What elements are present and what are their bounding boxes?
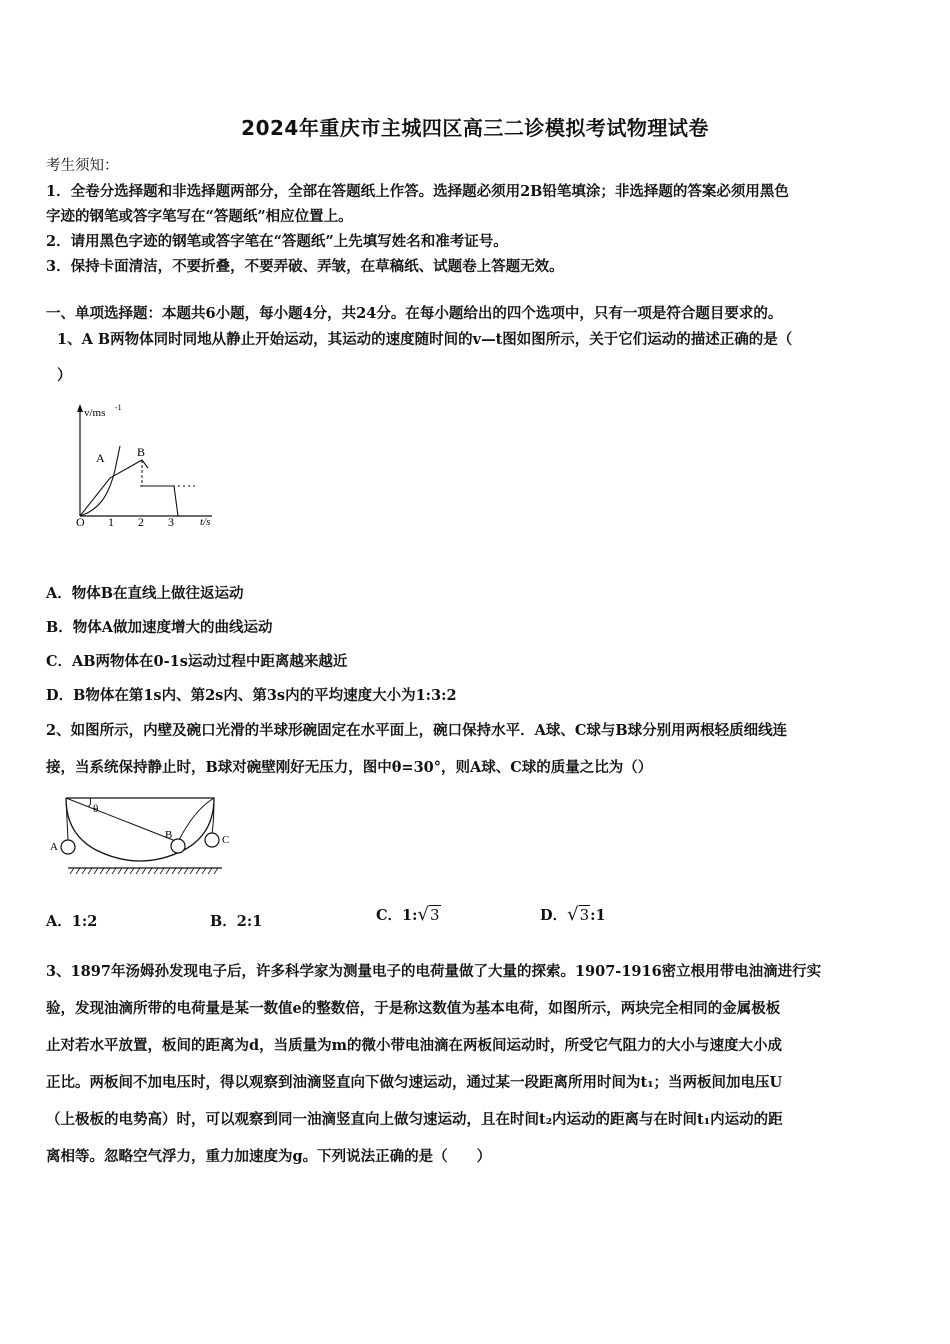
- q1-stem-close: ）: [57, 367, 72, 384]
- string-ab: [66, 798, 178, 842]
- q2-option-d: [540, 904, 606, 925]
- sqrt-symbol: √3: [567, 904, 590, 925]
- q2-option-d-suffix: :1: [590, 907, 606, 924]
- tick-3: 3: [168, 515, 174, 529]
- q1-option-a: A．物体B在直线上做往返运动: [46, 585, 244, 602]
- origin-label: O: [76, 515, 85, 529]
- q3-line-3: 止对若水平放置，板间的距离为d，当质量为m的微小带电油滴在两板间运动时，所受它气阻力的大小与速度大小成: [46, 1037, 782, 1054]
- ball-c: [205, 833, 219, 847]
- string-a: [66, 798, 68, 840]
- y-axis-sup: -1: [115, 403, 122, 412]
- ball-b: [171, 839, 185, 853]
- q1-option-d: D．B物体在第1s内、第2s内、第3s内的平均速度大小为1:3:2: [46, 687, 457, 704]
- tick-1: 1: [108, 515, 114, 529]
- q1-option-b: B．物体A做加速度增大的曲线运动: [46, 619, 273, 636]
- tick-2: 2: [138, 515, 144, 529]
- q3-line-2: 验，发现油滴所带的电荷量是某一数值e的整数倍，于是称这数值为基本电荷，如图所示，两块完全相同的金属极板: [46, 1000, 781, 1017]
- q3-line-6: 离相等。忽略空气浮力，重力加速度为g。下列说法正确的是（ ）: [46, 1148, 492, 1165]
- y-axis-arrow: [77, 404, 83, 412]
- line-b-after: [140, 486, 178, 516]
- ground-hatch: [70, 868, 218, 874]
- x-axis-label: t/s: [200, 516, 211, 528]
- q3-line-1: 3、1897年汤姆孙发现电子后，许多科学家为测量电子的电荷量做了大量的探索。1907-1916密立根用带电油滴进行实: [46, 963, 822, 980]
- bowl-outline: [66, 798, 214, 861]
- notice-item-3: 3．保持卡面清洁，不要折叠，不要弄破、弄皱，在草稿纸、试题卷上答题无效。: [46, 258, 564, 275]
- q2-stem: 2、如图所示，内壁及碗口光滑的半球形碗固定在水平面上，碗口保持水平．A球、C球与B球分别用两根轻质细线连: [46, 722, 788, 739]
- label-a: A: [50, 841, 58, 853]
- notice-item-1: 1．全卷分选择题和非选择题两部分，全部在答题纸上作答。选择题必须用2B铅笔填涂；非选择题的答案必须用黑色: [46, 183, 789, 200]
- page-title: 2024年重庆市主城四区高三二诊模拟考试物理试卷: [241, 116, 709, 140]
- q1-stem: 1、A B两物体同时同地从静止开始运动，其运动的速度随时间的v—t图如图所示，关于它们运动的描述正确的是（: [57, 331, 793, 348]
- q1-vt-graph: [60, 398, 230, 536]
- label-b: B: [165, 829, 173, 841]
- label-a: A: [96, 451, 105, 465]
- y-axis-label: v/ms: [84, 407, 106, 419]
- q2-stem-cont: 接，当系统保持静止时，B球对碗壁刚好无压力，图中θ=30°，则A球、C球的质量之比为（）: [46, 759, 653, 776]
- q1-option-c: C．AB两物体在0-1s运动过程中距离越来越近: [46, 653, 348, 670]
- q2-option-b: B．2:1: [210, 913, 263, 930]
- label-theta: θ: [93, 803, 99, 815]
- notice-header: 考生须知：: [46, 158, 119, 174]
- section-heading: 一、单项选择题：本题共6小题，每小题4分，共24分。在每小题给出的四个选项中，只有一项是符合题目要求的。: [46, 305, 783, 322]
- q2-option-c-root: 3: [429, 906, 440, 924]
- q2-option-a: A．1:2: [46, 913, 98, 930]
- notice-item-1-cont: 字迹的钢笔或答字笔写在“答题纸”相应位置上。: [46, 208, 353, 225]
- q2-bowl-diagram: [44, 790, 244, 878]
- q3-line-4: 正比。两板间不加电压时，得以观察到油滴竖直向下做匀速运动，通过某一段距离所用时间为t₁；当两板间加电压U: [46, 1074, 783, 1091]
- ball-a: [61, 840, 75, 854]
- q2-option-d-root: 3: [579, 906, 590, 924]
- q2-option-c-prefix: C．1:: [376, 907, 418, 924]
- theta-arc: [88, 798, 91, 807]
- line-b: [80, 460, 148, 516]
- notice-item-2: 2．请用黑色字迹的钢笔或答字笔在“答题纸”上先填写姓名和准考证号。: [46, 233, 508, 250]
- label-b: B: [137, 445, 146, 459]
- label-c: C: [222, 834, 230, 846]
- sqrt-symbol: √3: [417, 904, 440, 925]
- q2-option-d-prefix: D．: [540, 907, 568, 924]
- q3-line-5: （上极板的电势高）时，可以观察到同一油滴竖直向上做匀速运动，且在时间t₂内运动的距离与在时间t₁内运动的距: [46, 1111, 783, 1128]
- q2-option-c: [376, 904, 441, 925]
